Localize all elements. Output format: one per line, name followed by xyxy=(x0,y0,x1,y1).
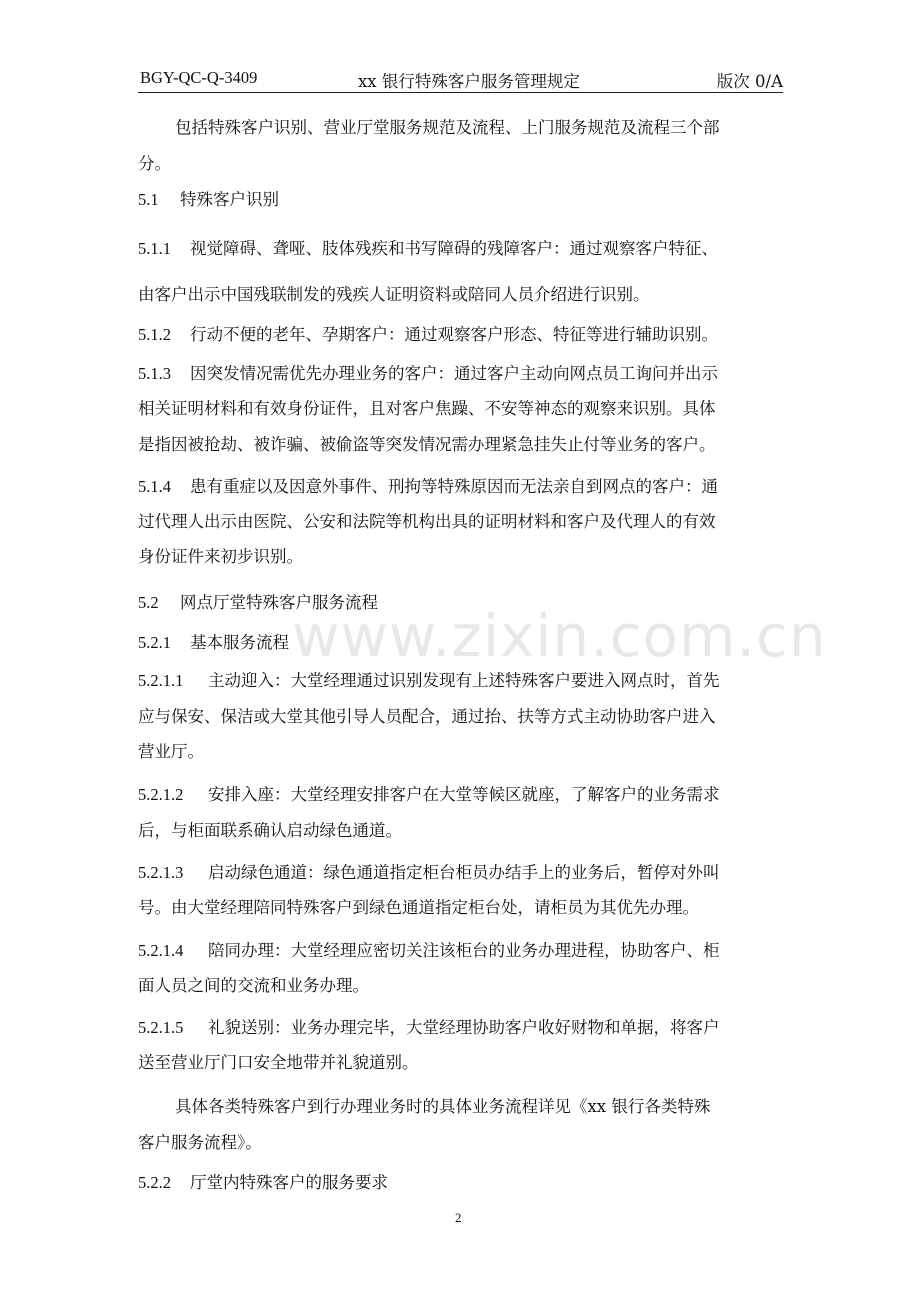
clause-number: 5.1.1 xyxy=(138,239,171,258)
document-version: 版次 0/A xyxy=(716,72,783,91)
section-heading xyxy=(138,592,788,614)
paragraph-line: 面人员之间的交流和业务办理。 xyxy=(138,976,369,995)
paragraph-line: 具体各类特殊客户到行办理业务时的具体业务流程详见《xx 银行各类特殊 xyxy=(175,1097,711,1116)
clause-number: 5.2.2 xyxy=(138,1173,171,1192)
paragraph-line: 后，与柜面联系确认启动绿色通道。 xyxy=(138,821,402,840)
page-header xyxy=(138,68,783,93)
clause-line: 5.2.1.5 礼貌送别：业务办理完毕，大堂经理协助客户收好财物和单据，将客户 xyxy=(138,1018,720,1037)
section-heading xyxy=(138,189,788,211)
paragraph-line: 应与保安、保洁或大堂其他引导人员配合，通过抬、扶等方式主动协助客户进入 xyxy=(138,707,716,726)
paragraph-line: 客户服务流程》。 xyxy=(138,1133,262,1152)
watermark: www.zixin.com.cn xyxy=(292,602,827,670)
paragraph-line: 分。 xyxy=(138,154,171,173)
clause-number: 5.2.1.4 xyxy=(138,941,184,960)
section-number: 5.1 xyxy=(138,190,159,209)
clause-line: 5.1.4 患有重症以及因意外事件、刑拘等特殊原因而无法亲自到网点的客户：通 xyxy=(138,477,718,496)
clause-number: 5.1.3 xyxy=(138,364,171,383)
paragraph-line: 包括特殊客户识别、营业厅堂服务规范及流程、上门服务规范及流程三个部 xyxy=(175,118,720,137)
section-title: 网点厅堂特殊客户服务流程 xyxy=(180,593,378,612)
paragraph-line: 由客户出示中国残联制发的残疾人证明资料或陪同人员介绍进行识别。 xyxy=(138,285,650,304)
section-number: 5.2 xyxy=(138,593,159,612)
page-number: 2 xyxy=(455,1210,462,1225)
clause-line: 5.2.1.1 主动迎入：大堂经理通过识别发现有上述特殊客户要进入网点时，首先 xyxy=(138,671,720,690)
clause-line: 5.2.1.2 安排入座：大堂经理安排客户在大堂等候区就座，了解客户的业务需求 xyxy=(138,785,720,804)
clause-number: 5.2.1 xyxy=(138,633,171,652)
paragraph-line: 营业厅。 xyxy=(138,742,204,761)
subsection-heading: 5.2.2 厅堂内特殊客户的服务要求 xyxy=(138,1173,388,1192)
clause-number: 5.1.2 xyxy=(138,325,171,344)
clause-number: 5.2.1.1 xyxy=(138,671,184,690)
clause-number: 5.2.1.5 xyxy=(138,1018,184,1037)
paragraph-line: 过代理人出示由医院、公安和法院等机构出具的证明材料和客户及代理人的有效 xyxy=(138,512,716,531)
section-title: 特殊客户识别 xyxy=(180,190,279,209)
clause-line: 5.1.2 行动不便的老年、孕期客户：通过观察客户形态、特征等进行辅助识别。 xyxy=(138,325,718,344)
paragraph-line: 号。由大堂经理陪同特殊客户到绿色通道指定柜台处，请柜员为其优先办理。 xyxy=(138,898,699,917)
paragraph-line: 送至营业厅门口安全地带并礼貌道别。 xyxy=(138,1053,419,1072)
paragraph-line: 相关证明材料和有效身份证件，且对客户焦躁、不安等神态的观察来识别。具体 xyxy=(138,399,716,418)
clause-line: 5.2.1.3 启动绿色通道：绿色通道指定柜台柜员办结手上的业务后，暂停对外叫 xyxy=(138,863,720,882)
clause-line: 5.1.3 因突发情况需优先办理业务的客户：通过客户主动向网点员工询问并出示 xyxy=(138,364,718,383)
subsection-heading: 5.2.1 基本服务流程 xyxy=(138,633,289,652)
clause-line: 5.2.1.4 陪同办理：大堂经理应密切关注该柜台的业务办理进程，协助客户、柜 xyxy=(138,941,720,960)
paragraph-line: 身份证件来初步识别。 xyxy=(138,547,303,566)
document-title: xx 银行特殊客户服务管理规定 xyxy=(358,72,580,91)
clause-number: 5.2.1.3 xyxy=(138,863,184,882)
paragraph-line: 是指因被抢劫、被诈骗、被偷盗等突发情况需办理紧急挂失止付等业务的客户。 xyxy=(138,435,716,454)
clause-number: 5.2.1.2 xyxy=(138,785,184,804)
clause-number: 5.1.4 xyxy=(138,477,171,496)
document-code: BGY-QC-Q-3409 xyxy=(140,68,258,87)
clause-line: 5.1.1 视觉障碍、聋哑、肢体残疾和书写障碍的残障客户：通过观察客户特征、 xyxy=(138,239,718,258)
